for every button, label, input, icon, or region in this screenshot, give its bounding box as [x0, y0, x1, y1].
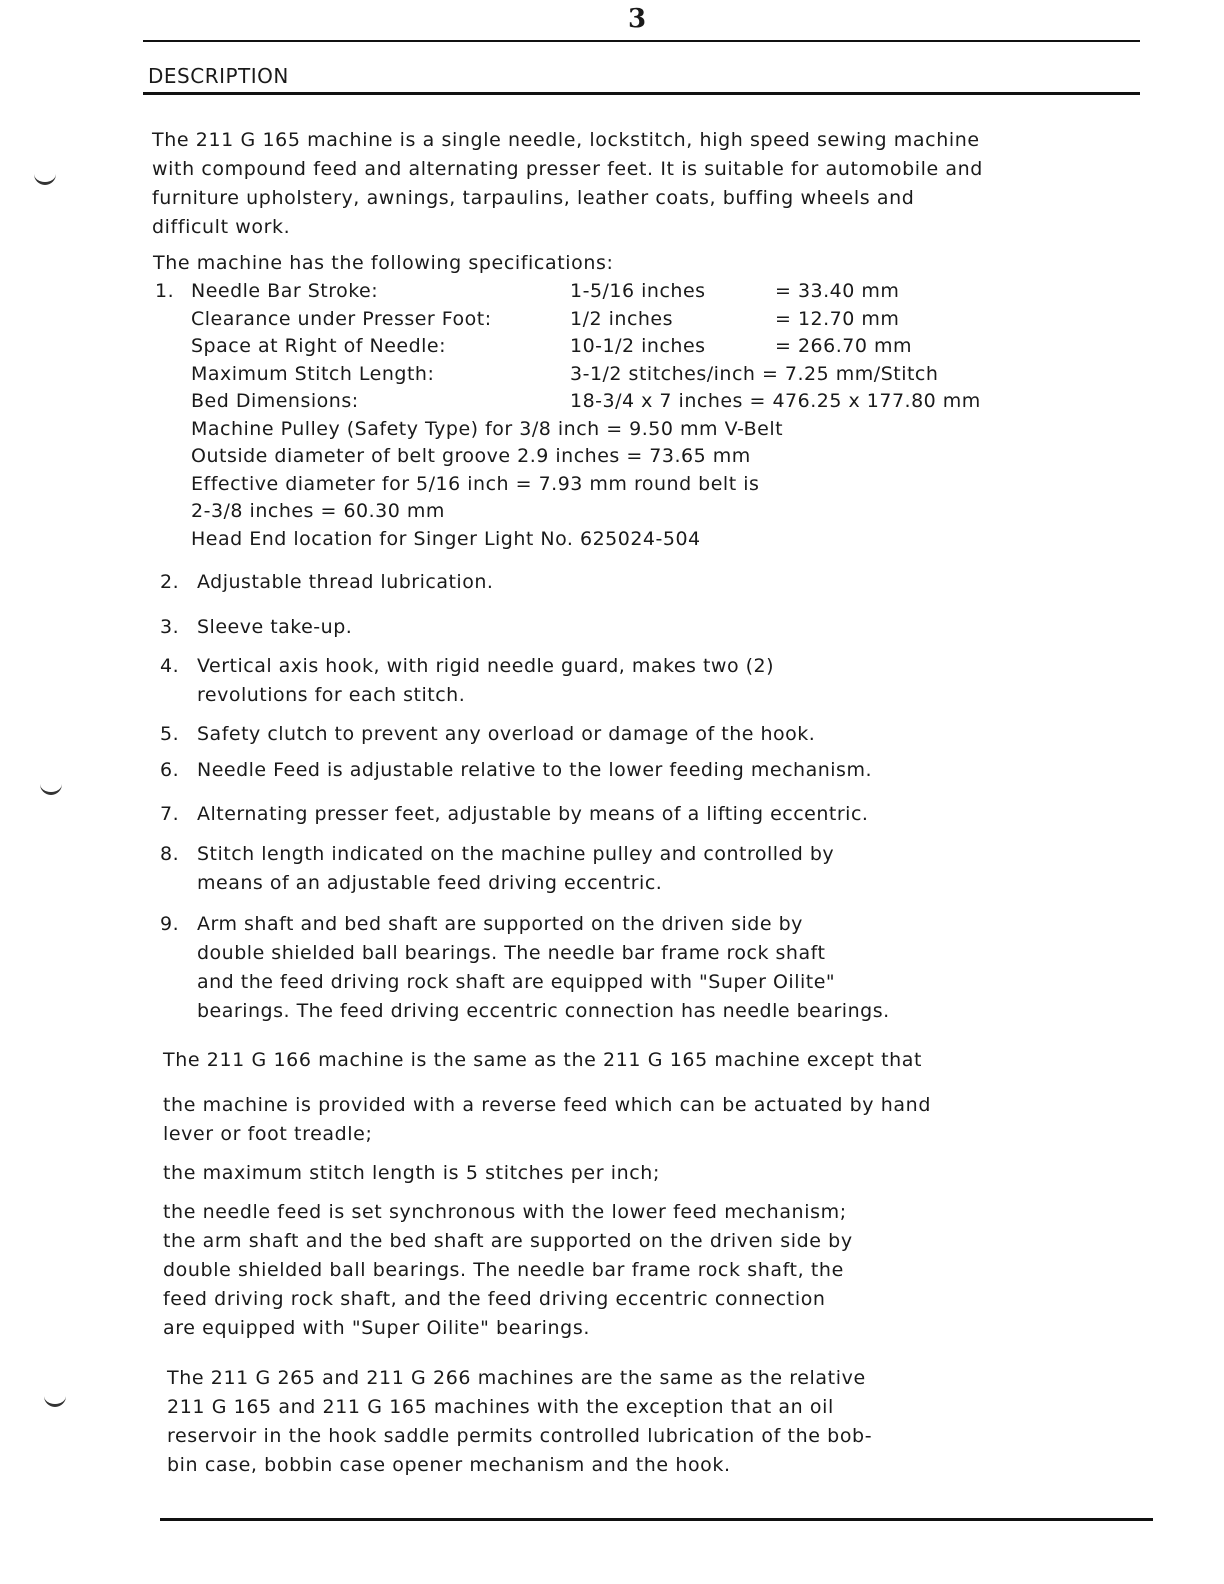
item-text: revolutions for each stitch.	[197, 684, 466, 706]
spec-value: 3-1/2 stitches/inch = 7.25 mm/Stitch	[570, 362, 939, 385]
item-text: Vertical axis hook, with rigid needle guard, makes two (2)	[197, 655, 775, 677]
header-rule-top	[143, 40, 1140, 42]
g166-line: the machine is provided with a reverse feed which can be actuated by hand	[163, 1094, 931, 1116]
spec-row	[155, 307, 900, 336]
item-number: 8.	[160, 843, 180, 865]
intro-paragraph	[152, 126, 983, 242]
spec-line: 2-3/8 inches = 60.30 mm	[191, 500, 445, 522]
g265-line: The 211 G 265 and 211 G 266 machines are the same as the relative	[167, 1367, 866, 1389]
item-number: 4.	[160, 655, 180, 677]
item-number: 7.	[160, 803, 180, 825]
spec-list	[155, 280, 981, 555]
g265-line: bin case, bobbin case opener mechanism and the hook.	[167, 1454, 731, 1476]
spec-number: 1.	[155, 280, 175, 302]
item-number: 2.	[160, 571, 180, 593]
spec-line: Outside diameter of belt groove 2.9 inches = 73.65 mm	[191, 445, 751, 467]
intro-line: with compound feed and alternating presser feet. It is suitable for automobile and	[152, 158, 983, 180]
spec-value: 18-3/4 x 7 inches = 476.25 x 177.80 mm	[570, 390, 981, 412]
g166-paragraph	[163, 1046, 1013, 1343]
spec-label: Maximum Stitch Length:	[191, 362, 435, 385]
g166-line: double shielded ball bearings. The needle bar frame rock shaft, the	[163, 1259, 844, 1281]
list-item	[160, 840, 980, 898]
item-text: Needle Feed is adjustable relative to the lower feeding mechanism.	[197, 759, 873, 781]
item-text: bearings. The feed driving eccentric connection has needle bearings.	[197, 1000, 890, 1022]
list-item	[160, 613, 980, 642]
list-item	[160, 800, 980, 829]
item-text: Sleeve take-up.	[197, 616, 353, 638]
intro-line: difficult work.	[152, 216, 291, 238]
item-number: 6.	[160, 759, 180, 781]
item-number: 3.	[160, 616, 180, 638]
g166-line: the arm shaft and the bed shaft are supported on the driven side by	[163, 1230, 853, 1252]
spec-row	[155, 335, 912, 363]
g265-paragraph	[167, 1364, 1017, 1480]
spec-line: Head End location for Singer Light No. 625024-504	[191, 527, 701, 550]
spec-line: Machine Pulley (Safety Type) for 3/8 inch = 9.50 mm V-Belt	[191, 417, 784, 440]
g166-line: the needle feed is set synchronous with the lower feed mechanism;	[163, 1201, 847, 1223]
item-text: Arm shaft and bed shaft are supported on the driven side by	[197, 913, 803, 935]
item-text: Stitch length indicated on the machine pulley and controlled by	[197, 843, 835, 865]
header-rule-bottom	[143, 92, 1140, 95]
g166-line: the maximum stitch length is 5 stitches per inch;	[163, 1162, 660, 1184]
item-text: Adjustable thread lubrication.	[197, 571, 494, 593]
binder-hole-3	[44, 1388, 66, 1407]
binder-hole-1	[34, 166, 56, 185]
binder-hole-2	[40, 776, 62, 795]
spec-row	[155, 362, 939, 391]
g166-line: lever or foot treadle;	[163, 1123, 373, 1145]
item-number: 5.	[160, 723, 180, 745]
item-text: Alternating presser feet, adjustable by means of a lifting eccentric.	[197, 803, 869, 825]
page-number: 3	[628, 4, 647, 34]
item-text: means of an adjustable feed driving eccentric.	[197, 872, 663, 894]
g265-line: reservoir in the hook saddle permits controlled lubrication of the bob-	[167, 1425, 873, 1447]
list-item	[160, 652, 980, 710]
item-number: 9.	[160, 913, 180, 935]
list-item	[160, 568, 980, 597]
list-item	[160, 910, 980, 1026]
spec-label: Bed Dimensions:	[191, 390, 359, 412]
list-item	[160, 720, 980, 749]
item-text: and the feed driving rock shaft are equipped with "Super Oilite"	[197, 971, 836, 993]
spec-metric: = 266.70 mm	[775, 335, 912, 357]
list-item	[160, 756, 980, 785]
spec-value: 1/2 inches	[570, 307, 674, 330]
spec-metric: = 12.70 mm	[775, 307, 900, 330]
page-title: DESCRIPTION	[148, 64, 289, 88]
intro-line: The 211 G 165 machine is a single needle, lockstitch, high speed sewing machine	[152, 129, 980, 151]
g166-line: are equipped with "Super Oilite" bearings.	[163, 1317, 590, 1339]
footer-rule	[160, 1518, 1153, 1521]
item-text: double shielded ball bearings. The needle bar frame rock shaft	[197, 942, 826, 964]
spec-label: Space at Right of Needle:	[191, 335, 447, 357]
intro-line: furniture upholstery, awnings, tarpaulins, leather coats, buffing wheels and	[152, 187, 915, 209]
spec-metric: = 33.40 mm	[775, 280, 900, 302]
spec-line: Effective diameter for 5/16 inch = 7.93 mm round belt is	[191, 472, 760, 495]
g265-line: 211 G 165 and 211 G 165 machines with the exception that an oil	[167, 1396, 834, 1418]
spec-label: Clearance under Presser Foot:	[191, 307, 492, 330]
spec-intro: The machine has the following specifications:	[153, 252, 614, 274]
spec-label: Needle Bar Stroke:	[191, 280, 379, 302]
g166-line: The 211 G 166 machine is the same as the 211 G 165 machine except that	[163, 1049, 923, 1071]
spec-value: 1-5/16 inches	[570, 280, 706, 302]
spec-row	[155, 390, 981, 418]
g166-line: feed driving rock shaft, and the feed driving eccentric connection	[163, 1288, 826, 1310]
item-text: Safety clutch to prevent any overload or damage of the hook.	[197, 723, 816, 745]
spec-value: 10-1/2 inches	[570, 335, 706, 357]
spec-row	[155, 280, 900, 308]
